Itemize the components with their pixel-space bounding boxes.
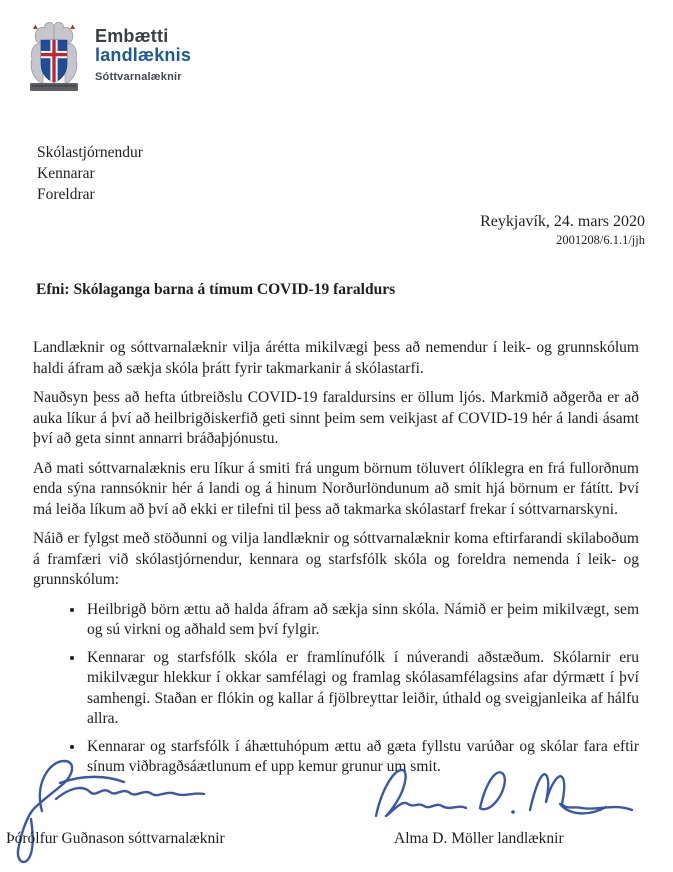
bullet-item: • Kennarar og starfsfólk skóla er framlínufólk í núverandi aðstæðum. Skólarnir eru mikilvægur hlekkur í okkar samfélagi og framlag skólasamfélagsins afar dýrmætt í því samhengi. Staðan er flókin og kallar á fjölbreyttar leiðir, úthald og sveigjanleika af hálfu allra.: [85, 648, 639, 730]
recipient-list: [37, 142, 143, 205]
reference-number: 2001208/6.1.1/jjh: [556, 233, 645, 247]
org-wordmark: [95, 20, 191, 83]
paragraph: Nauðsyn þess að hefta útbreiðslu COVID-19 faraldursins er öllum ljós. Markmið aðgerða er að auka líkur á því að heilbrigðiskerfið geti sinnt þeim sem veikjast af COVID-19 hér á landi ásamt því að geta sinnt annarri bráðaþjónustu.: [33, 389, 639, 447]
org-name-line2: landlæknis: [95, 45, 192, 65]
signature-alma-ink: [362, 758, 642, 838]
recipient-line: Kennarar: [37, 165, 95, 182]
dateline: [480, 212, 645, 249]
iceland-coat-of-arms-icon: [26, 20, 82, 102]
recipient-line: Skólastjórnendur: [37, 144, 143, 161]
paragraph: Landlæknir og sóttvarnalæknir vilja árétta mikilvægi þess að nemendur í leik- og grunnskólum haldi áfram að sækja skóla þrátt fyrir takmarkanir á skólastarfi.: [33, 339, 639, 377]
signature-thorolfur-ink: [0, 753, 238, 871]
subject-line: Efni: Skólaganga barna á tímum COVID-19 faraldurs: [36, 281, 396, 298]
org-subtitle: Sóttvarnalæknir: [95, 71, 182, 83]
bullet-list: [33, 600, 639, 778]
org-name-line1: Embætti: [95, 26, 169, 46]
bullet-item: • Heilbrigð börn ættu að halda áfram að sækja sinn skóla. Námið er þeim mikilvægt, sem og sú virkni og aðhald sem því fylgir.: [85, 600, 639, 641]
place-date: Reykjavík, 24. mars 2020: [480, 213, 645, 230]
paragraph: Náið er fylgst með stöðunni og vilja landlæknir og sóttvarnalæknir koma eftirfarandi skilaboðum á framfæri við skólastjórnendur, kennara og starfsfólk skóla og foreldra nemenda í leik- og grunnskólum:: [33, 530, 639, 588]
letterhead: [26, 20, 191, 102]
recipient-line: Foreldrar: [37, 186, 95, 203]
signatory-name-alma: Alma D. Möller landlæknir: [394, 830, 564, 847]
letter-body: [33, 338, 639, 785]
paragraph: Að mati sóttvarnalæknis eru líkur á smiti frá ungum börnum töluvert ólíklegra en frá fullorðnum enda sýna rannsóknir hér á landi og á hinum Norðurlöndunum að smit hjá börnum er fátítt. Því má leiða líkum að því að ekki er tilefni til þess að takmarka skólastarf frekar í sóttvarnarskyni.: [33, 459, 639, 518]
signatory-name-thorolfur: Þórólfur Guðnason sóttvarnalæknir: [6, 830, 225, 847]
bullet-item: • Kennarar og starfsfólk í áhættuhópum ættu að gæta fyllstu varúðar og skólar fara eftir sínum viðbragðsáætlunum ef upp kemur grunur um smit.: [85, 737, 639, 778]
